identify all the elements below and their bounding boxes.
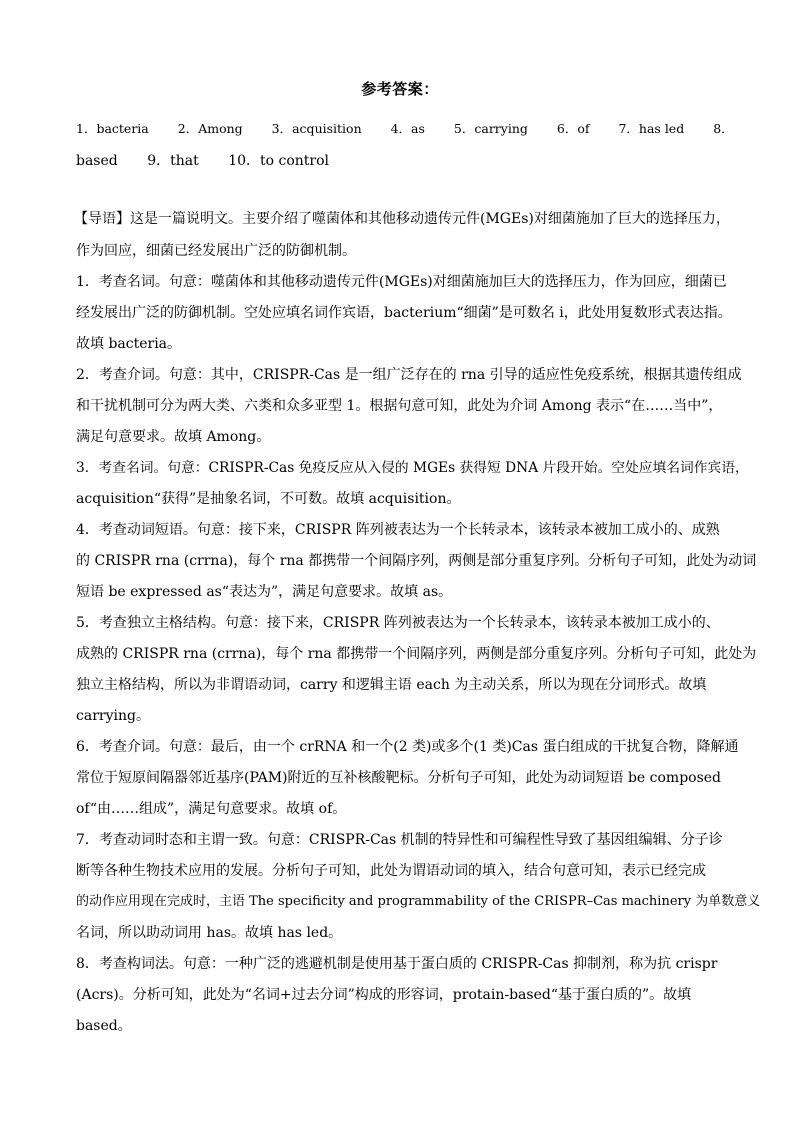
explanation-4-line-1: 4．考查动词短语。句意：接下来，CRISPR 阵列被表达为一个长转录本，该转录本被加工成小的、成熟 [76, 522, 720, 538]
explanation-6-line-2: 常位于短原间隔器邻近基序(PAM)附近的互补核酸靶标。分析句子可知，此处为动词短语 be composed [76, 770, 722, 786]
page-title: 参考答案： [361, 80, 439, 98]
explanation-1-line-3: 故填 bacteria。 [76, 336, 182, 352]
intro-line-1: 【导语】这是一篇说明文。主要介绍了噬菌体和其他移动遗传元件(MGEs)对细菌施加了巨大的选择压力， [74, 211, 730, 227]
answer-2: 2．Among [177, 121, 243, 136]
explanation-5-line-4: carrying。 [76, 708, 150, 724]
answer-10: 10．to control [228, 153, 330, 169]
explanation-7-line-1: 7．考查动词时态和主谓一致。句意：CRISPR-Cas 机制的特异性和可编程性导致了基因组编辑、分子诊 [76, 832, 723, 848]
intro-line-2: 作为回应，细菌已经发展出广泛的防御机制。 [76, 243, 356, 259]
explanation-1-line-2: 经发展出广泛的防御机制。空处应填名词作宾语，bacterium“细菌”是可数名 i，此处用复数形式表达指。 [76, 305, 732, 321]
answer-7: 7．has led [618, 121, 685, 136]
explanation-5-line-3: 独立主格结构，所以为非谓语动词，carry 和逻辑主语 each 为主动关系，所以为现在分词形式。故填 [76, 677, 707, 693]
answers-row-2 [76, 152, 354, 170]
explanation-6-line-1: 6．考查介词。句意：最后，由一个 crRNA 和一个(2 类)或多个(1 类)Cas 蛋白组成的干扰复合物，降解通 [76, 739, 739, 755]
answer-8-value: based [76, 153, 118, 169]
answer-3: 3．acquisition [271, 121, 362, 136]
explanation-8-line-2: (Acrs)。分析可知，此处为“名词+过去分词”构成的形容词，protain-based“基于蛋白质的”。故填 [76, 987, 692, 1003]
explanation-4-line-3: 短语 be expressed as“表达为”，满足句意要求。故填 as。 [76, 584, 453, 600]
answer-6: 6．of [556, 121, 590, 136]
explanation-7-line-3: 的动作应用现在完成时，主语 The specificity and programmability of the CRISPR–Cas machinery 为单数意义 [76, 894, 761, 909]
answer-9: 9．that [147, 153, 199, 169]
answer-5: 5．carrying [453, 121, 528, 136]
explanation-8-line-3: based。 [76, 1018, 132, 1034]
explanation-2-line-1: 2．考查介词。句意：其中，CRISPR-Cas 是一组广泛存在的 rna 引导的适应性免疫系统，根据其遗传组成 [76, 367, 742, 383]
explanation-2-line-3: 满足句意要求。故填 Among。 [76, 429, 271, 445]
explanation-1-line-1: 1．考查名词。句意：噬菌体和其他移动遗传元件(MGEs)对细菌施加巨大的选择压力，作为回应，细菌已 [76, 274, 727, 290]
explanation-2-line-2: 和干扰机制可分为两大类、六类和众多亚型 1。根据句意可知，此处为介词 Among 表示“在……当中”， [76, 398, 723, 414]
answer-8: 8． [713, 121, 734, 136]
explanation-5-line-1: 5．考查独立主格结构。句意：接下来，CRISPR 阵列被表达为一个长转录本，该转录本被加工成小的、 [76, 615, 720, 631]
explanation-7-line-2: 断等各种生物技术应用的发展。分析句子可知，此处为谓语动词的填入，结合句意可知，表示已经完成 [76, 863, 706, 879]
explanation-4-line-2: 的 CRISPR rna (crrna)，每个 rna 都携带一个间隔序列，两侧是部分重复序列。分析句子可知，此处为动词 [76, 553, 757, 569]
explanation-7-line-4: 名词，所以助动词用 has。故填 has led。 [76, 925, 343, 941]
explanation-5-line-2: 成熟的 CRISPR rna (crrna)，每个 rna 都携带一个间隔序列，两侧是部分重复序列。分析句子可知，此处为 [76, 646, 757, 662]
explanation-6-line-3: of“由……组成”，满足句意要求。故填 of。 [76, 801, 347, 817]
explanation-3-line-1: 3．考查名词。句意：CRISPR-Cas 免疫反应从入侵的 MGEs 获得短 DNA 片段开始。空处应填名词作宾语， [76, 460, 749, 476]
answer-1: 1．bacteria [76, 121, 149, 136]
answers-row-1 [76, 120, 759, 138]
explanation-3-line-2: acquisition“获得”是抽象名词，不可数。故填 acquisition。 [76, 491, 461, 507]
explanation-8-line-1: 8．考查构词法。句意：一种广泛的逃避机制是使用基于蛋白质的 CRISPR-Cas 抑制剂，称为抗 crispr [76, 956, 718, 972]
answer-4: 4．as [390, 121, 425, 136]
